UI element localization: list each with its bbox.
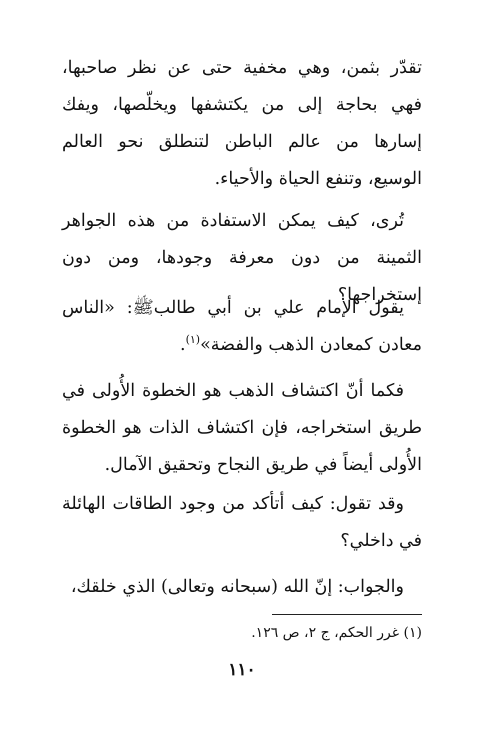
paragraph-4: فكما أنّ اكتشاف الذهب هو الخطوة الأُولى في طريق استخراجه، فإن اكتشاف الذات هو الخطوة الأُولى أيضاً في طريق النجاح وتحقيق الآمال.	[62, 381, 422, 475]
paragraph-1: تقدّر بثمن، وهي مخفية حتى عن نظر صاحبها، فهي بحاجة إلى من يكتشفها ويخلّصها، ويفك إسارها من عالم الباطن لتنطلق نحو العالم الوسيع، وتنفع الحياة والأحياء.	[62, 58, 422, 189]
paragraph-3-trailing: .	[180, 335, 186, 355]
footnote-reference: (١)	[185, 333, 201, 347]
paragraph-3	[62, 290, 422, 364]
page-number: ١١٠	[228, 660, 256, 680]
paragraph-5: وقد تقول: كيف أتأكد من وجود الطاقات الهائلة في داخلي؟	[62, 494, 422, 551]
paragraph-3-text: يقول الإمام علي بن أبي طالبﷺ: «الناس معادن كمعادن الذهب والفضة»	[62, 298, 422, 355]
paragraph-6: والجواب: إنّ الله (سبحانه وتعالى) الذي خلقك،	[70, 577, 404, 597]
footnote-divider	[272, 614, 422, 615]
paragraph-2: تُرى، كيف يمكن الاستفادة من هذه الجواهر الثمينة من دون معرفة وجودها، ومن دون إستخراجها؟	[62, 211, 422, 305]
footnote: (١) غرر الحكم، ج ٢، ص ١٢٦.	[251, 625, 422, 641]
